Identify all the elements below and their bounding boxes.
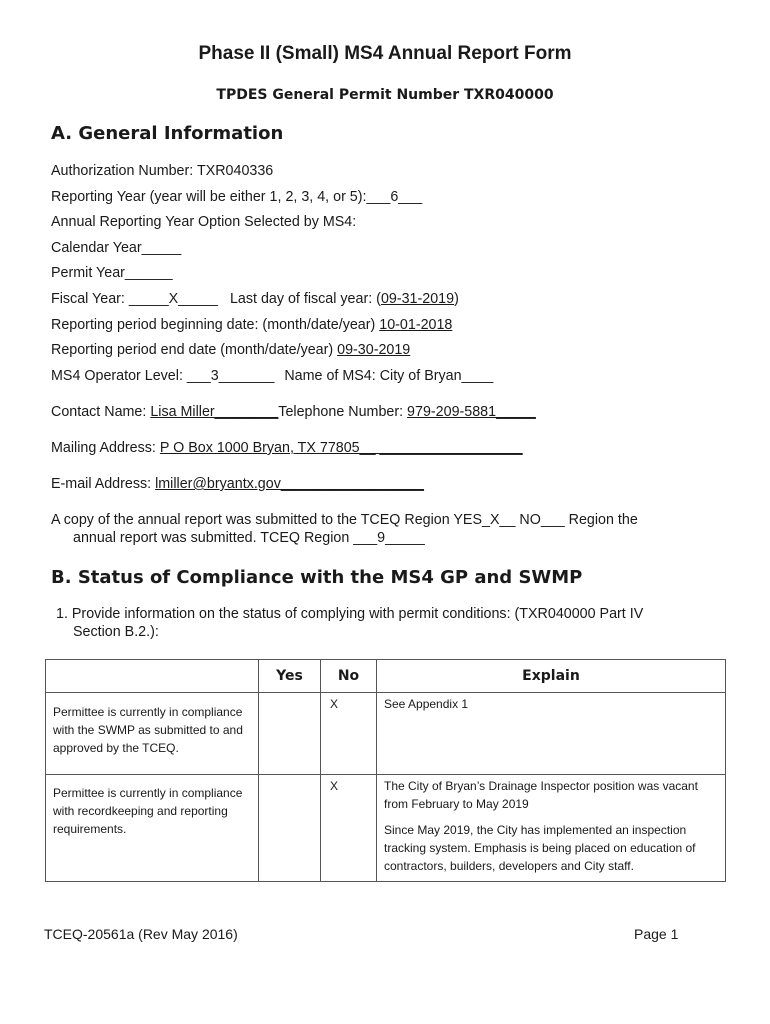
header-yes: Yes xyxy=(259,660,321,693)
form-title: Phase II (Small) MS4 Annual Report Form xyxy=(198,43,572,64)
mailing-line xyxy=(51,440,523,456)
period-end-value: 09-30-2019 xyxy=(337,342,411,358)
operator-level-line xyxy=(51,368,493,384)
telephone-label: Telephone Number: xyxy=(278,404,408,420)
period-end-label: Reporting period end date (month/date/year) xyxy=(51,342,338,358)
email-value: lmiller@bryantx.gov__________________ xyxy=(155,476,424,492)
permit-number-subtitle: TPDES General Permit Number TXR040000 xyxy=(216,87,554,103)
email-label: E-mail Address: xyxy=(51,476,156,492)
explain-cell xyxy=(377,775,726,882)
reporting-year-line xyxy=(51,189,422,205)
permit-year-option: Permit Year______ xyxy=(51,265,173,281)
operator-level-label: MS4 Operator Level: xyxy=(51,368,187,384)
ms4-name-label: Name of MS4: xyxy=(284,368,376,384)
ms4-name-value: City of Bryan____ xyxy=(375,368,494,384)
fiscal-year-label: Fiscal Year: xyxy=(51,291,129,307)
operator-level-value: ___3_______ xyxy=(186,368,275,384)
item1-text-line1: 1. Provide information on the status of complying with permit conditions: (TXR040000 Part IV xyxy=(56,606,644,622)
item1-text-line2: Section B.2.): xyxy=(73,624,159,640)
period-begin-line xyxy=(51,317,452,333)
mailing-label: Mailing Address: xyxy=(51,440,160,456)
condition-cell xyxy=(46,775,259,882)
mailing-value: P O Box 1000 Bryan, TX 77805__ __________________ xyxy=(159,440,523,456)
copy-line1-label: A copy of the annual report was submitted to the TCEQ Region YES xyxy=(51,512,483,528)
compliance-table xyxy=(45,659,726,882)
last-day-close: ) xyxy=(454,291,459,307)
last-day-label: Last day of fiscal year: ( xyxy=(229,291,381,307)
header-condition xyxy=(46,660,259,693)
last-day-value: 09-31-2019 xyxy=(380,291,455,307)
explain-text: The City of Bryan’s Drainage Inspector position was vacant from February to May 2019 xyxy=(384,779,698,811)
copy-submitted-line1 xyxy=(51,512,638,528)
telephone-value: 979-209-5881_____ xyxy=(407,404,536,420)
contact-line xyxy=(51,404,536,420)
explain-text: Since May 2019, the City has implemented an inspection tracking system. Emphasis is being placed on education of contractors, builders, developers and City staff. xyxy=(384,823,696,873)
copy-yes-value: _X__ xyxy=(482,512,516,528)
condition-cell xyxy=(46,693,259,775)
reporting-year-value: ___6___ xyxy=(366,189,423,205)
fiscal-year-value: _____X_____ xyxy=(128,291,218,307)
table-row xyxy=(46,775,726,882)
condition-text: Permittee is currently in compliance with recordkeeping and reporting requirements. xyxy=(53,786,243,836)
yes-cell xyxy=(259,693,321,775)
period-end-line xyxy=(51,342,410,358)
table-row xyxy=(46,693,726,775)
header-explain: Explain xyxy=(377,660,726,693)
reporting-year-label: Reporting Year (year will be either 1, 2, 3, 4, or 5): xyxy=(51,189,367,205)
section-b-heading: B. Status of Compliance with the MS4 GP and SWMP xyxy=(51,567,583,588)
condition-text: Permittee is currently in compliance with the SWMP as submitted to and approved by the TCEQ. xyxy=(53,705,243,755)
section-a-heading: A. General Information xyxy=(51,123,284,144)
explain-text: See Appendix 1 xyxy=(384,697,469,711)
table-header-row xyxy=(46,660,726,693)
contact-value: Lisa Miller________ xyxy=(150,404,279,420)
copy-submitted-line2 xyxy=(73,530,425,546)
contact-label: Contact Name: xyxy=(51,404,151,420)
email-line xyxy=(51,476,424,492)
yes-cell xyxy=(259,775,321,882)
option-label: Annual Reporting Year Option Selected by MS4: xyxy=(51,214,357,230)
page-number: Page 1 xyxy=(634,926,679,942)
authorization-number: Authorization Number: TXR040336 xyxy=(51,163,274,179)
no-cell: X xyxy=(321,775,377,882)
period-begin-value: 10-01-2018 xyxy=(379,317,453,333)
copy-line2-label: annual report was submitted. TCEQ Region xyxy=(73,530,354,546)
copy-region-value: ___9_____ xyxy=(353,530,425,546)
no-cell: X xyxy=(321,693,377,775)
explain-cell xyxy=(377,693,726,775)
form-id: TCEQ-20561a (Rev May 2016) xyxy=(44,926,238,942)
copy-line1-rest: NO___ Region the xyxy=(515,512,638,528)
header-no: No xyxy=(321,660,377,693)
calendar-year-option: Calendar Year_____ xyxy=(51,240,182,256)
period-begin-label: Reporting period beginning date: (month/date/year) xyxy=(51,317,380,333)
fiscal-year-line xyxy=(51,291,459,307)
